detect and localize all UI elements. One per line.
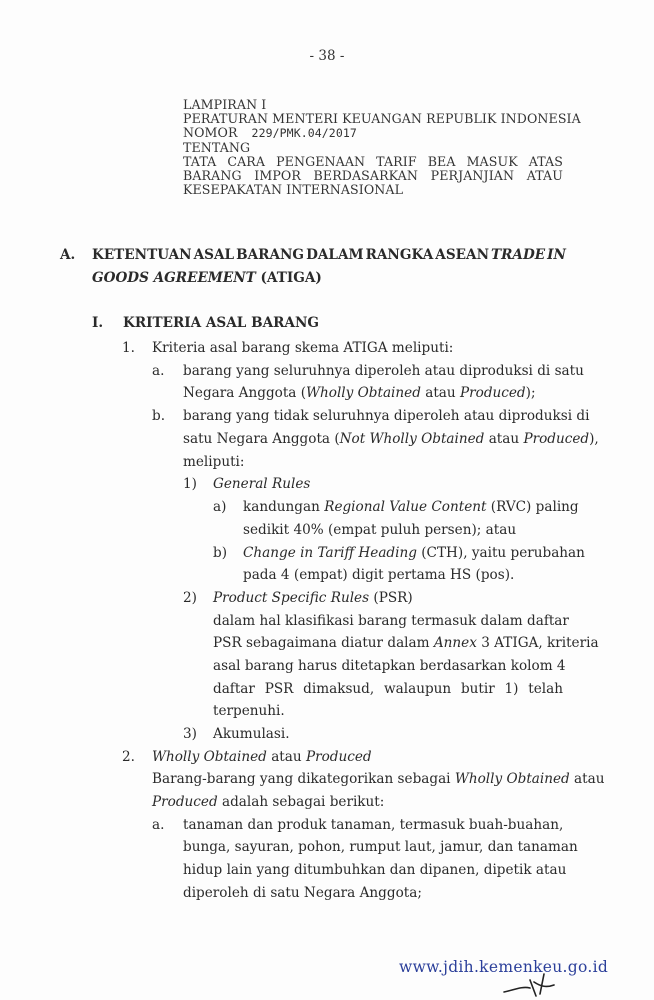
footer-url[interactable]: www.jdih.kemenkeu.go.id bbox=[399, 958, 609, 976]
sub-2-marker: 2) bbox=[183, 590, 197, 606]
section-i-title: KRITERIA ASAL BARANG bbox=[123, 315, 320, 331]
sub-2-line-4: daftar PSR dimaksud, walaupun butir 1) telah bbox=[213, 681, 563, 697]
lampiran-label: LAMPIRAN I bbox=[183, 97, 267, 112]
item-2a-line-4: diperoleh di satu Negara Anggota; bbox=[183, 885, 422, 901]
item-1a-line-2: Negara Anggota (Wholly Obtained atau Produced); bbox=[183, 385, 536, 401]
item-2a-line-1: tanaman dan produk tanaman, termasuk buah-buahan, bbox=[183, 817, 564, 833]
sub-1a-line-2: sedikit 40% (empat puluh persen); atau bbox=[243, 522, 517, 538]
sub-2-line-3: asal barang harus ditetapkan berdasarkan kolom 4 bbox=[213, 658, 566, 674]
sub-2-line-1: dalam hal klasifikasi barang termasuk dalam daftar bbox=[213, 613, 569, 629]
sub-1-title: General Rules bbox=[213, 476, 311, 492]
item-1b-line-1: barang yang tidak seluruhnya diperoleh atau diproduksi di bbox=[183, 408, 590, 424]
page-number: - 38 - bbox=[309, 48, 345, 64]
tentang-label: TENTANG bbox=[183, 139, 251, 155]
sub-2-title: Product Specific Rules (PSR) bbox=[213, 590, 413, 606]
section-i-marker: I. bbox=[92, 315, 104, 331]
sub-1a-marker: a) bbox=[213, 499, 227, 515]
section-a-title-line-2: GOODS AGREEMENT (ATIGA) bbox=[92, 270, 322, 286]
sub-2-line-2: PSR sebagaimana diatur dalam Annex 3 ATIGA, kriteria bbox=[213, 635, 599, 651]
sub-1a-line-1: kandungan Regional Value Content (RVC) paling bbox=[243, 499, 579, 515]
item-2-para-line-2: Produced adalah sebagai berikut: bbox=[152, 794, 385, 810]
sub-3-marker: 3) bbox=[183, 726, 197, 742]
subject-line-3: KESEPAKATAN INTERNASIONAL bbox=[183, 182, 404, 198]
subject-line-2: BARANG IMPOR BERDASARKAN PERJANJIAN ATAU bbox=[183, 167, 563, 183]
sub-1-marker: 1) bbox=[183, 476, 197, 492]
item-2a-line-3: hidup lain yang ditumbuhkan dan dipanen, dipetik atau bbox=[183, 862, 567, 878]
regulation-number-value: 229/PMK.04/2017 bbox=[251, 126, 357, 141]
item-2a-marker: a. bbox=[152, 817, 165, 833]
item-1b-line-2: satu Negara Anggota (Not Wholly Obtained atau Produced), bbox=[183, 431, 599, 447]
item-1b-line-3: meliputi: bbox=[183, 454, 245, 470]
item-1-marker: 1. bbox=[122, 340, 135, 356]
regulation-number: NOMOR 229/PMK.04/2017 bbox=[183, 125, 357, 141]
sub-1b-line-2: pada 4 (empat) digit pertama HS (pos). bbox=[243, 567, 515, 583]
item-2-para-line-1: Barang-barang yang dikategorikan sebagai Wholly Obtained atau bbox=[152, 771, 605, 787]
item-1b-marker: b. bbox=[152, 408, 166, 424]
section-a-title-line-1: KETENTUAN ASAL BARANG DALAM RANGKA ASEAN TRADE IN bbox=[92, 247, 566, 263]
item-1-text: Kriteria asal barang skema ATIGA meliputi: bbox=[152, 340, 454, 356]
sub-2-line-5: terpenuhi. bbox=[213, 703, 285, 719]
sub-3-text: Akumulasi. bbox=[213, 726, 290, 742]
item-1a-marker: a. bbox=[152, 363, 165, 379]
item-2-marker: 2. bbox=[122, 749, 135, 765]
signature-initial bbox=[500, 970, 560, 998]
item-1a-line-1: barang yang seluruhnya diperoleh atau diproduksi di satu bbox=[183, 363, 584, 379]
sub-1b-line-1: Change in Tariff Heading (CTH), yaitu perubahan bbox=[243, 545, 585, 561]
section-a-marker: A. bbox=[60, 247, 76, 263]
item-2-title: Wholly Obtained atau Produced bbox=[152, 749, 372, 765]
regulation-title: PERATURAN MENTERI KEUANGAN REPUBLIK INDONESIA bbox=[183, 111, 581, 127]
sub-1b-marker: b) bbox=[213, 545, 228, 561]
subject-line-1: TATA CARA PENGENAAN TARIF BEA MASUK ATAS bbox=[183, 153, 563, 169]
attachment-header bbox=[183, 97, 581, 198]
item-2a-line-2: bunga, sayuran, pohon, rumput laut, jamur, dan tanaman bbox=[183, 839, 578, 855]
